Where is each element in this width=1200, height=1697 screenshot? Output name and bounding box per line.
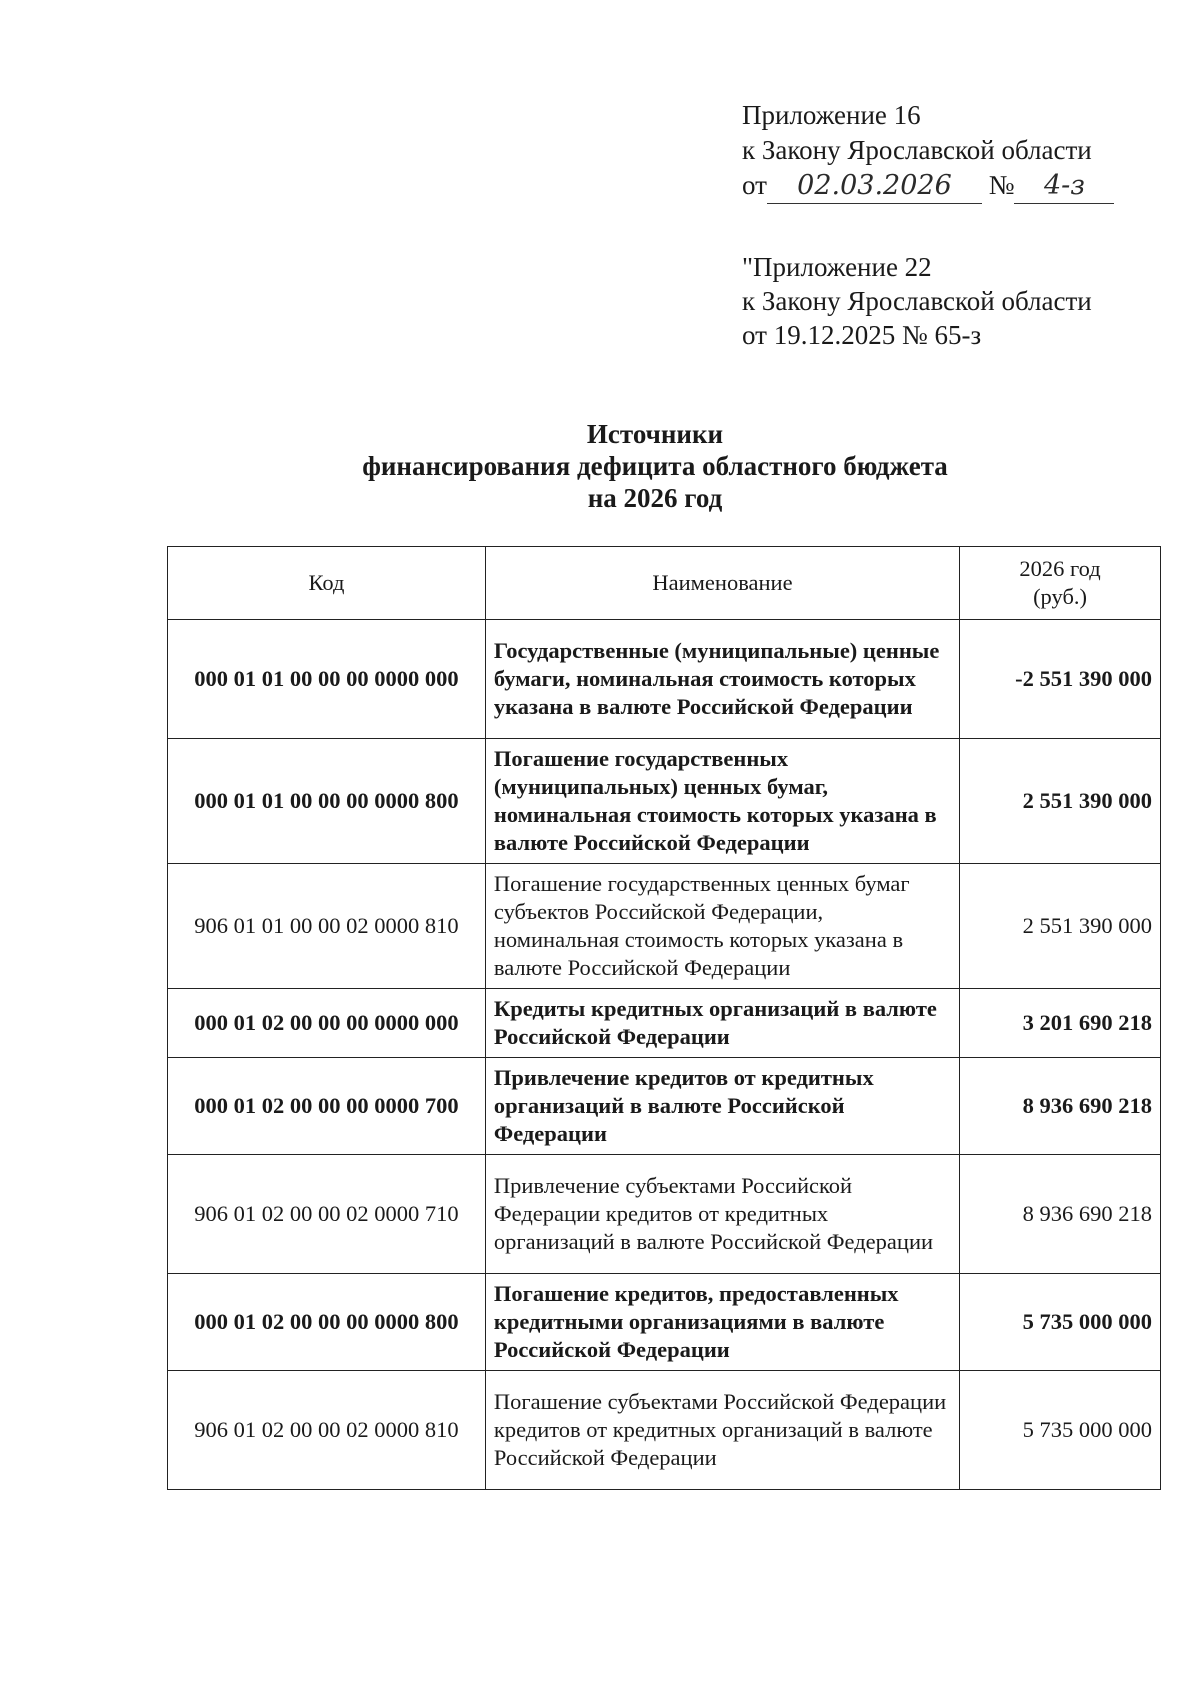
row-code: 906 01 02 00 00 02 0000 710 xyxy=(168,1155,486,1274)
row-code: 000 01 02 00 00 00 0000 800 xyxy=(168,1274,486,1371)
row-amount: 5 735 000 000 xyxy=(960,1274,1161,1371)
handwritten-date: 02.03.2026 xyxy=(767,168,982,204)
row-code: 000 01 02 00 00 00 0000 700 xyxy=(168,1058,486,1155)
header-year-line-2: (руб.) xyxy=(1033,584,1088,609)
row-amount: 8 936 690 218 xyxy=(960,1058,1161,1155)
row-name: Погашение субъектами Российской Федерации кредитов от кредитных организаций в валюте Российской Федерации xyxy=(485,1371,959,1490)
table-row xyxy=(168,864,1161,989)
row-name: Привлечение кредитов от кредитных организаций в валюте Российской Федерации xyxy=(485,1058,959,1155)
table-row xyxy=(168,1155,1161,1274)
row-name: Государственные (муниципальные) ценные бумаги, номинальная стоимость которых указана в валюте Российской Федерации xyxy=(485,620,959,739)
row-code: 000 01 02 00 00 00 0000 000 xyxy=(168,989,486,1058)
row-name: Погашение кредитов, предоставленных кредитными организациями в валюте Российской Федерации xyxy=(485,1274,959,1371)
handwritten-number: 4-з xyxy=(1014,168,1114,204)
appendix-number: Приложение 16 xyxy=(742,100,921,130)
row-code: 000 01 01 00 00 00 0000 000 xyxy=(168,620,486,739)
table-row xyxy=(168,1058,1161,1155)
row-name: Привлечение субъектами Российской Федерации кредитов от кредитных организаций в валюте Российской Федерации xyxy=(485,1155,959,1274)
header-code: Код xyxy=(168,547,486,620)
table-row xyxy=(168,1274,1161,1371)
table-row xyxy=(168,620,1161,739)
row-amount: 8 936 690 218 xyxy=(960,1155,1161,1274)
header-year-line-1: 2026 год xyxy=(1019,556,1101,581)
title-line-1: Источники xyxy=(586,419,724,449)
amended-law-date: от 19.12.2025 № 65-з xyxy=(742,320,982,350)
row-amount: 5 735 000 000 xyxy=(960,1371,1161,1490)
row-amount: 2 551 390 000 xyxy=(960,864,1161,989)
financing-sources-table xyxy=(167,546,1161,1490)
from-prefix: от xyxy=(742,170,767,200)
amended-appendix-header xyxy=(742,250,1092,352)
row-code: 906 01 01 00 00 02 0000 810 xyxy=(168,864,486,989)
law-date-line xyxy=(742,168,1114,204)
row-amount: 2 551 390 000 xyxy=(960,739,1161,864)
amended-law-reference: к Закону Ярославской области xyxy=(742,286,1092,316)
table-header-row xyxy=(168,547,1161,620)
document-title xyxy=(0,418,1200,514)
row-code: 000 01 01 00 00 00 0000 800 xyxy=(168,739,486,864)
table-row xyxy=(168,989,1161,1058)
amended-appendix-number: "Приложение 22 xyxy=(742,252,932,282)
title-line-3: на 2026 год xyxy=(587,483,723,513)
number-prefix: № xyxy=(988,170,1015,200)
table-row xyxy=(168,1371,1161,1490)
header-name: Наименование xyxy=(485,547,959,620)
table-row xyxy=(168,739,1161,864)
appendix-header xyxy=(742,98,1114,204)
header-year xyxy=(960,547,1161,620)
row-name: Кредиты кредитных организаций в валюте Российской Федерации xyxy=(485,989,959,1058)
row-amount: -2 551 390 000 xyxy=(960,620,1161,739)
row-name: Погашение государственных ценных бумаг субъектов Российской Федерации, номинальная стоимость которых указана в валюте Российской Федерации xyxy=(485,864,959,989)
row-amount: 3 201 690 218 xyxy=(960,989,1161,1058)
row-code: 906 01 02 00 00 02 0000 810 xyxy=(168,1371,486,1490)
title-line-2: финансирования дефицита областного бюджета xyxy=(362,451,948,481)
row-name: Погашение государственных (муниципальных) ценных бумаг, номинальная стоимость которых указана в валюте Российской Федерации xyxy=(485,739,959,864)
law-reference: к Закону Ярославской области xyxy=(742,135,1092,165)
